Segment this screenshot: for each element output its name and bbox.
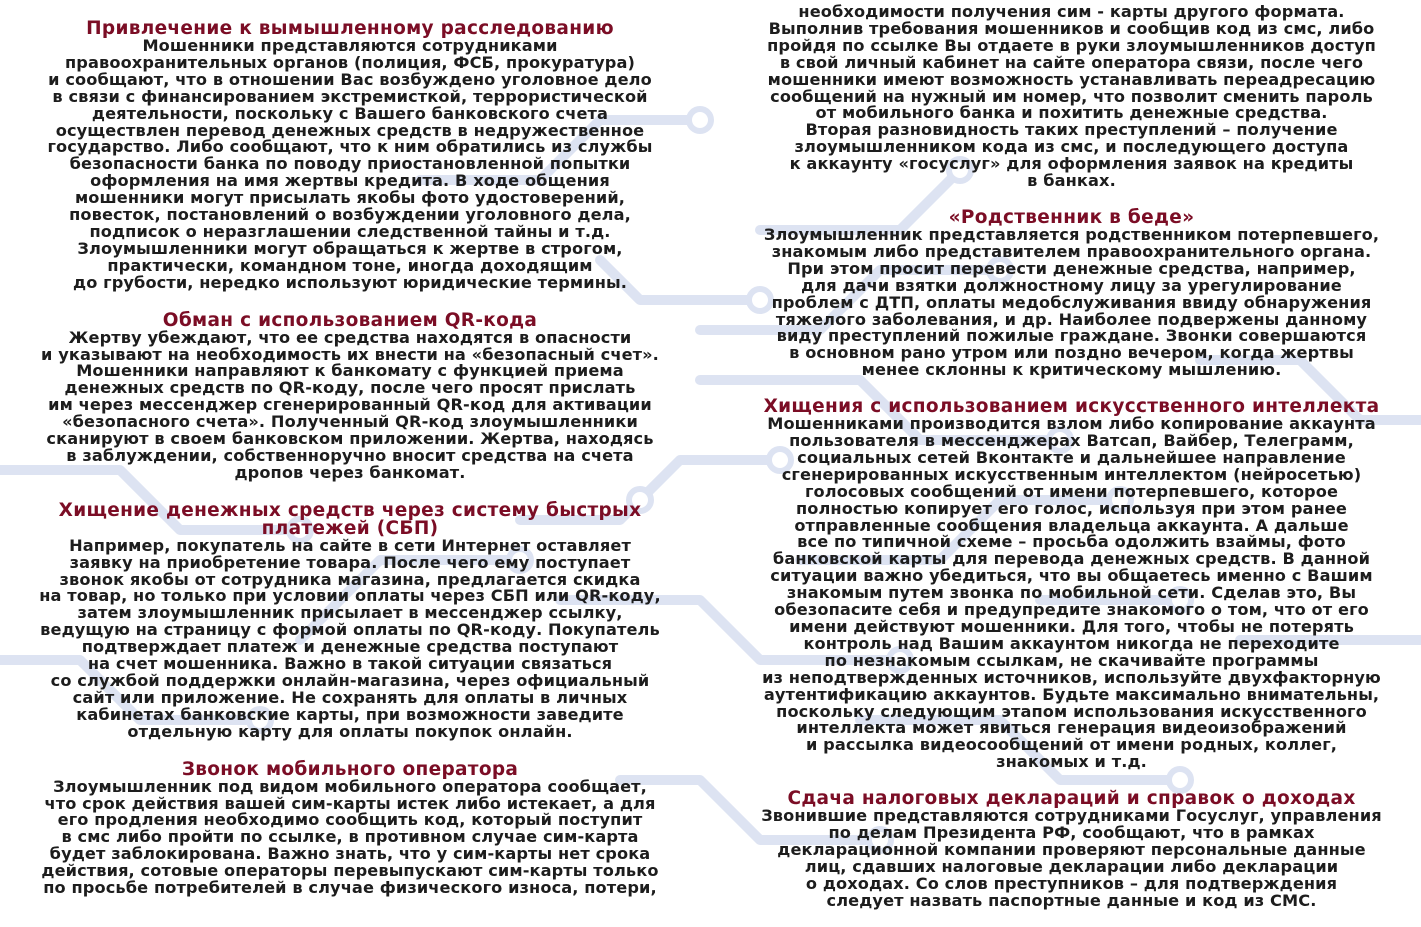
section-heading: Обман с использованием QR-кода <box>162 309 538 331</box>
section-relative-in-trouble <box>722 206 1421 380</box>
section-heading: Хищение денежных средств через систему быстрых платежей (СБП) <box>58 499 642 539</box>
section-body: Звонившие представляются сотрудниками Госуслуг, управления по делам Президента РФ, сообщают, что в рамках декларационной компании проверяют персональные данные лиц, сдавших налоговые декларации либо декларации о доходах. Со слов преступников – для подтверждения следует назвать паспортные данные и код из СМС. <box>761 806 1382 910</box>
section-body: Злоумышленник представляется родственником потерпевшего, знакомым либо представителем правоохранительного органа. При этом просит перевести денежные средства, например, для дачи взятки должностному лицу за урегулирование проблем с ДТП, оплаты медобслуживания ввиду обнаружения тяжелого заболевания, и др. Наиболее подвержены данному виду преступлений пожилые граждане. Звонки совершаются в основном рано утром или поздно вечером, когда жертвы менее склонны к критическому мышлению. <box>763 224 1380 380</box>
section-heading: Хищения с использованием искусственного интеллекта <box>763 396 1380 418</box>
section-qr-code-scam <box>0 309 700 482</box>
section-body: Например, покупатель на сайте в сети Интернет оставляет заявку на приобретение товара. После чего ему поступает звонок якобы от сотрудника магазина, предлагается скидка на товар, но только при условии оплаты через СБП или QR-коду, затем злоумышленник присылает в мессенджер ссылку, ведущую на страницу с формой оплаты по QR-коду. Покупатель подтверждает платеж и денежные средства поступают на счет мошенника. Важно в такой ситуации связаться со службой поддержки онлайн-магазина, через официальный сайт или приложение. Не сохранять для оплаты в личных кабинетах банковские карты, при возможности заведите отдельную карту для оплаты покупок онлайн. <box>39 535 661 741</box>
section-heading: Сдача налоговых деклараций и справок о доходах <box>787 788 1356 810</box>
right-column <box>722 0 1421 910</box>
section-tax-declarations <box>722 790 1421 909</box>
section-body: Жертву убеждают, что ее средства находятся в опасности и указывают на необходимость их внести на «безопасный счет». Мошенники направляют к банкомату с функцией приема денежных средств по QR-коду, после чего просят прислать им через мессенджер сгенерированный QR-код для активации «безопасного счета». Полученный QR-код злоумышленники сканируют в своем банковском приложении. Жертва, находясь в заблуждении, собственноручно вносит средства на счета дропов через банкомат. <box>41 327 659 482</box>
section-mobile-operator-continued <box>722 4 1421 190</box>
section-body: Мошенниками производится взлом либо копирование аккаунта пользователя в мессенджерах Ватсап, Вайбер, Телеграмм, социальных сетей Вконтакте и дальнейшее направление сгенерированных искусственным интеллектом (нейросетью) голосовых сообщений от имени потерпевшего, которое полностью копирует его голос, используя при этом ранее отправленные сообщения владельца аккаунта. А дальше все по типичной схеме – просьба одолжить взаймы, фото банковской карты для перевода денежных средств. В данной ситуации важно убедиться, что вы общаетесь именно с Вашим знакомым путем звонка по мобильной сети. Сделав это, Вы обезопасите себя и предупредите знакомого о том, что от его имени действуют мошенники. Для того, чтобы не потерять контроль над Вашим аккаунтом никогда не переходите по незнакомым ссылкам, не скачивайте программы из неподтвержденных источников, используйте двухфакторную аутентификацию аккаунтов. Будьте максимально внимательны, поскольку следующим этапом использования искусственного интеллекта может явиться генерация видеоизображений и рассылка видеосообщений от имени родных, коллег, знакомых и т.д. <box>762 414 1381 772</box>
section-heading: Привлечение к вымышленному расследованию <box>86 18 614 39</box>
section-heading: Звонок мобильного оператора <box>181 758 519 780</box>
section-body: Мошенники представляются сотрудниками правоохранительных органов (полиция, ФСБ, прокуратура) и сообщают, что в отношении Вас возбуждено уголовное дело в связи с финансированием экстремисткой, террористической деятельности, поскольку с Вашего банковского счета осуществлен перевод денежных средств в недружественное государство. Либо сообщают, что к ним обратились из службы безопасности банка по поводу приостановленной попытки оформления на имя жертвы кредита. В ходе общения мошенники могут присылать якобы фото удостоверений, повесток, постановлений о возбуждении уголовного дела, подписок о неразглашении следственной тайны и т.д. Злоумышленники могут обращаться к жертве в строгом, практически, командном тоне, иногда доходящим до грубости, нередко используют юридические термины. <box>47 36 653 292</box>
section-fake-investigation <box>0 20 700 292</box>
section-heading: «Родственник в беде» <box>948 206 1195 228</box>
section-body: необходимости получения сим - карты другого формата. Выполнив требования мошенников и сообщив код из смс, либо пройдя по ссылке Вы отдаете в руки злоумышленников доступ в свой личный кабинет на сайте оператора связи, после чего мошенники имеют возможность устанавливать переадресацию сообщений на нужный им номер, что позволит сменить пароль от мобильного банка и похитить денежные средства. Вторая разновидность таких преступлений – получение злоумышленником кода из смс, и последующего доступа к аккаунту «госуслуг» для оформления заявок на кредиты в банках. <box>767 2 1376 191</box>
section-body: Злоумышленник под видом мобильного оператора сообщает, что срок действия вашей сим-карты истек либо истекает, а для его продления необходимо сообщить код, который поступит в смс либо пройти по ссылке, в противном случае сим-карта будет заблокирована. Важно знать, что у сим-карты нет срока действия, сотовые операторы перевыпускают сим-карты только по просьбе потребителей в случае физического износа, потери, <box>41 776 659 898</box>
section-ai-theft <box>722 398 1421 771</box>
section-mobile-operator-call <box>0 758 700 898</box>
left-column <box>0 0 700 897</box>
section-sbp-theft <box>0 499 700 741</box>
